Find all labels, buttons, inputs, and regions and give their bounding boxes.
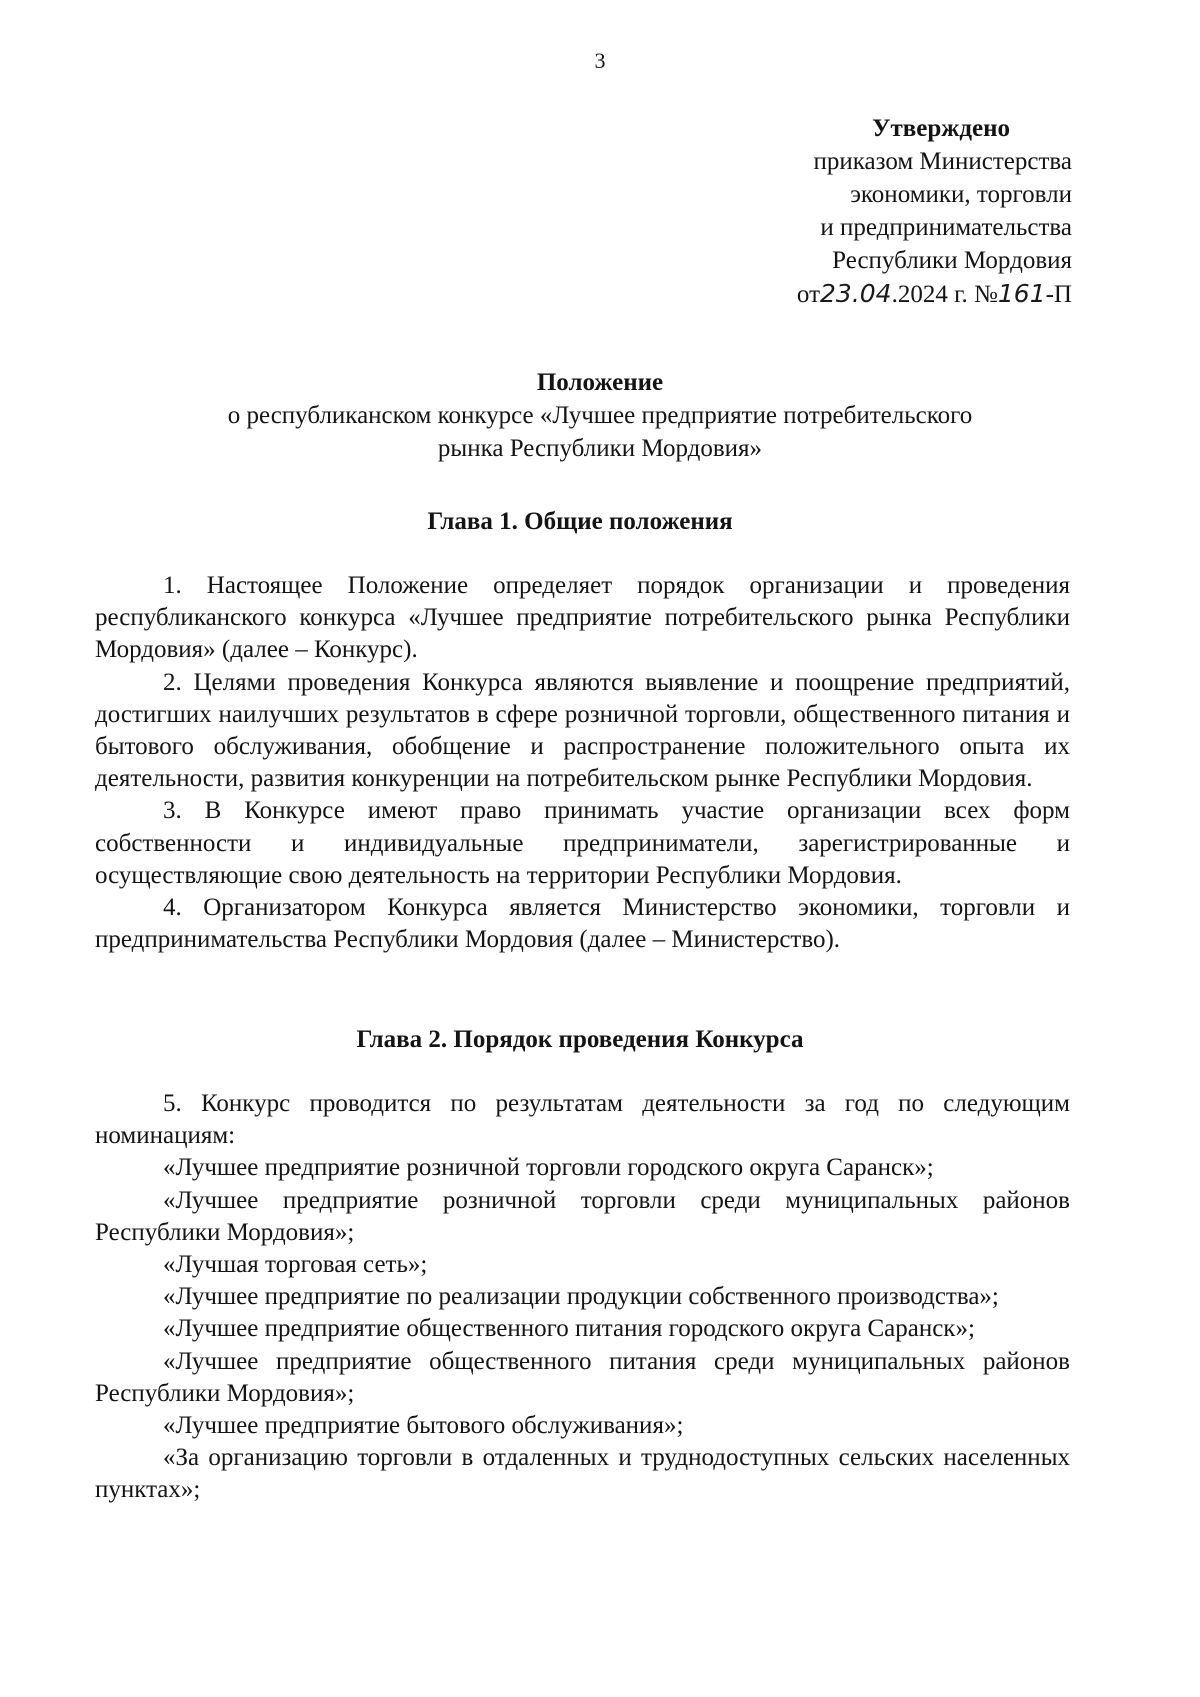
- chapter-2-body: [95, 1088, 1070, 1507]
- document-subtitle: о республиканском конкурсе «Лучшее предприятие потребительского: [227, 402, 973, 429]
- handwritten-date: 23.04: [820, 279, 892, 308]
- nomination-item: «Лучшая торговая сеть»;: [163, 1251, 428, 1279]
- approval-line: Республики Мордовия: [832, 247, 1072, 274]
- nomination-item: «Лучшее предприятие розничной торговли среди муниципальных районов Республики Мордовия»;: [95, 1186, 1070, 1246]
- nomination-item: «Лучшее предприятие бытового обслуживания»;: [163, 1412, 684, 1440]
- approval-title: Утверждено: [872, 115, 1010, 142]
- document-title-block: [100, 366, 1100, 465]
- approval-line: экономики, торговли: [850, 181, 1072, 208]
- nomination-item: «Лучшее предприятие розничной торговли городского округа Саранск»;: [163, 1154, 934, 1182]
- approval-block: [797, 112, 1072, 311]
- chapter-1-heading: Глава 1. Общие положения: [427, 508, 733, 535]
- page-number: 3: [594, 48, 606, 73]
- nomination-item: «Лучшее предприятие общественного питания среди муниципальных районов Республики Мордовия»;: [95, 1347, 1070, 1407]
- document-title: Положение: [536, 369, 664, 396]
- chapter-1-body: [95, 570, 1070, 956]
- document-subtitle: рынка Республики Мордовия»: [437, 435, 763, 462]
- date-prefix: от: [796, 281, 821, 308]
- handwritten-number: 161: [997, 279, 1046, 308]
- paragraph: 4. Организатором Конкурса является Министерство экономики, торговли и предпринимательства Республики Мордовия (далее – Министерство).: [95, 894, 1070, 954]
- approval-date-line: [797, 277, 1072, 311]
- paragraph: 1. Настоящее Положение определяет порядок организации и проведения республиканского конкурса «Лучшее предприятие потребительского рынка Республики Мордовия» (далее – Конкурс).: [95, 572, 1070, 664]
- approval-line: и предпринимательства: [820, 214, 1072, 241]
- nomination-item: «Лучшее предприятие общественного питания городского округа Саранск»;: [163, 1315, 975, 1343]
- paragraph: 2. Целями проведения Конкурса являются выявление и поощрение предприятий, достигших наилучших результатов в сфере розничной торговли, общественного питания и бытового обслуживания, обобщение и распространение положительного опыта их деятельности, развития конкуренции на потребительском рынке Республики Мордовия.: [95, 668, 1070, 793]
- paragraph: 5. Конкурс проводится по результатам деятельности за год по следующим номинациям:: [95, 1090, 1070, 1150]
- paragraph: 3. В Конкурсе имеют право принимать участие организации всех форм собственности и индивидуальные предприниматели, зарегистрированные и осуществляющие свою деятельность на территории Республики Мордовия.: [95, 797, 1070, 889]
- chapter-2-heading: Глава 2. Порядок проведения Конкурса: [356, 1026, 804, 1053]
- date-year: .2024 г. №: [891, 281, 998, 308]
- nomination-item: «За организацию торговли в отдаленных и труднодоступных сельских населенных пунктах»;: [95, 1444, 1070, 1504]
- number-suffix: -П: [1045, 281, 1072, 308]
- nomination-item: «Лучшее предприятие по реализации продукции собственного производства»;: [163, 1283, 999, 1311]
- approval-line: приказом Министерства: [813, 148, 1072, 175]
